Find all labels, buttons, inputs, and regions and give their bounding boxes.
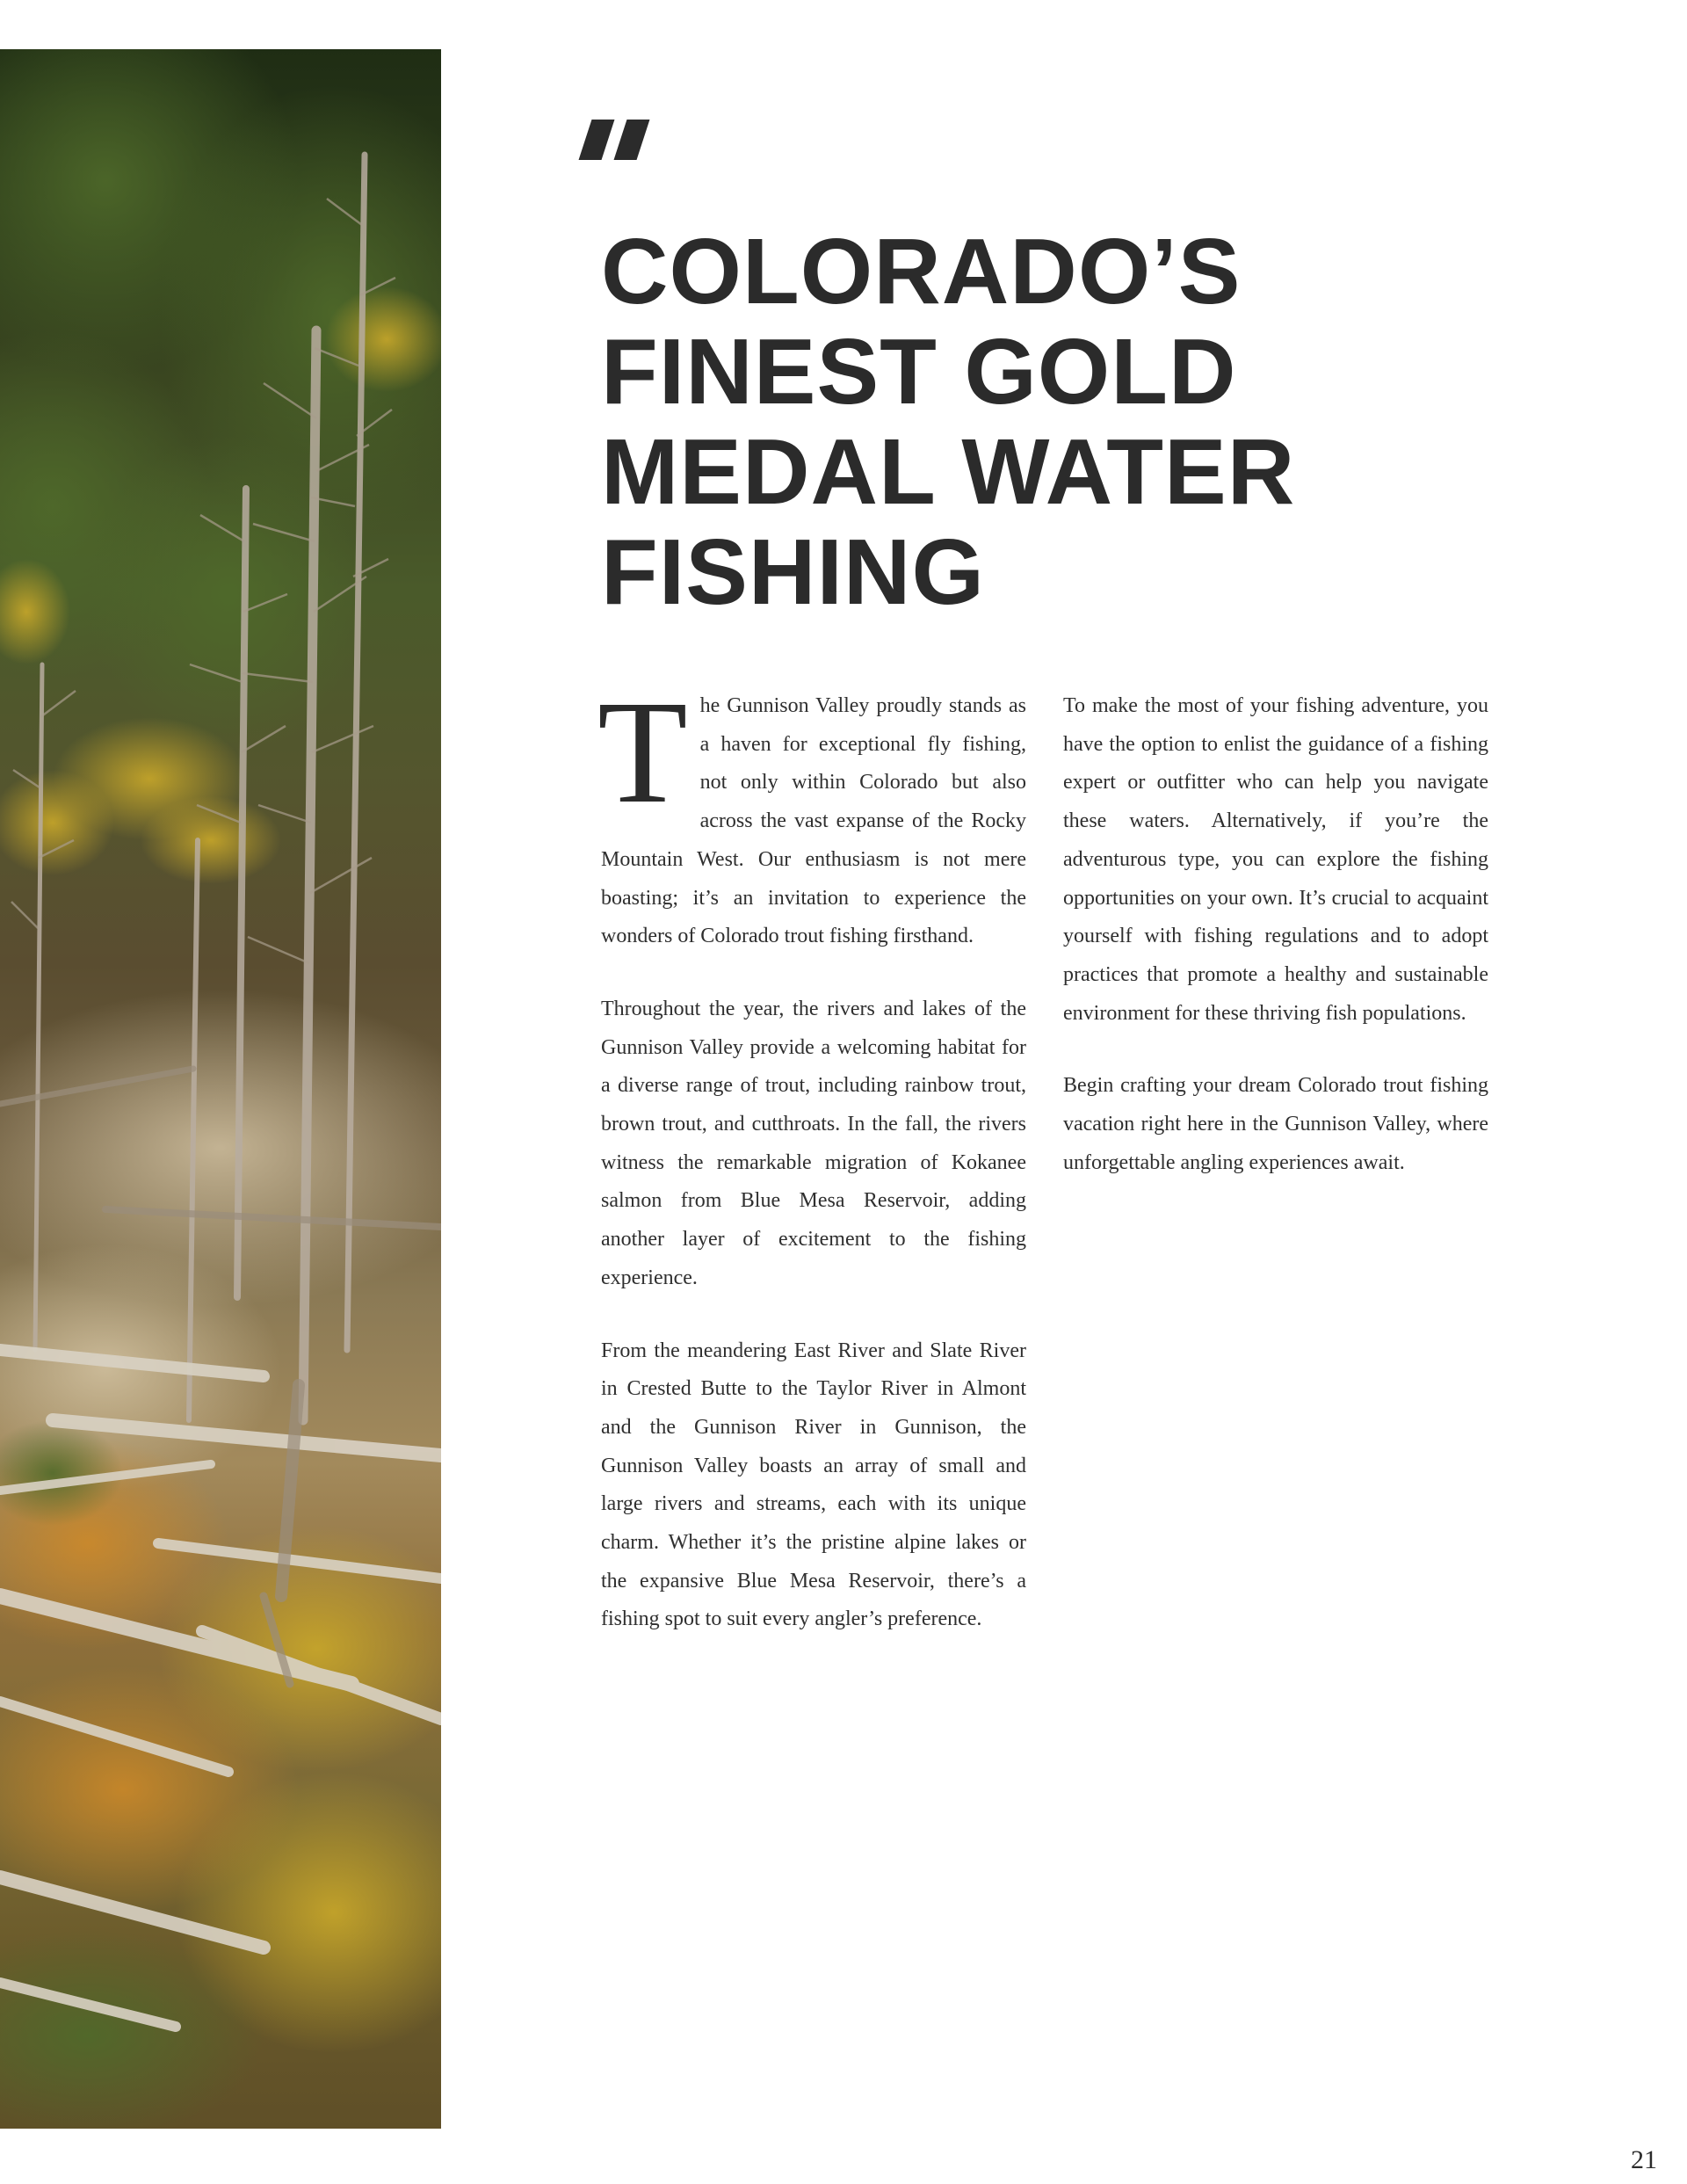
drop-cap: T <box>597 671 688 834</box>
quote-mark-icon <box>576 120 655 163</box>
body-paragraph-1-text: he Gunnison Valley proudly stands as a haven for exceptional fly fishing, not only within Colorado but also across the vast expanse of the Rocky Mountain West. Our enthusiasm is not mere boasting; it’s an invitation to experience the wonders of Colorado trout fishing firsthand. <box>601 694 1026 948</box>
body-paragraph-3: From the meandering East River and Slate River in Crested Butte to the Taylor River in Almont and the Gunnison River in Gunnison, the Gunnison Valley boasts an array of small and large rivers and streams, each with its unique charm. Whether it’s the pristine alpine lakes or the expansive Blue Mesa Reservoir, there’s a fishing spot to suit every angler’s preference. <box>601 1339 1026 1631</box>
forest-photo-illustration <box>0 49 441 2129</box>
page-number: 21 <box>1631 2145 1657 2174</box>
headline-line-2: FINEST GOLD <box>601 320 1237 424</box>
body-paragraph-1 <box>597 671 1026 956</box>
body-paragraph-5: Begin crafting your dream Colorado trout fishing vacation right here in the Gunnison Valley, where unforgettable angling experiences await. <box>1063 1074 1488 1174</box>
body-paragraph-4: To make the most of your fishing adventure, you have the option to enlist the guidance of a fishing expert or outfitter who can help you navigate these waters. Alternatively, if you’re the adventurous type, you can explore the fishing opportunities on your own. It’s crucial to acquaint yourself with fishing regulations and to adopt practices that promote a healthy and sustainable environment for these thriving fish populations. <box>1063 694 1488 1025</box>
headline-line-3: MEDAL WATER <box>601 420 1296 524</box>
body-paragraph-2: Throughout the year, the rivers and lakes of the Gunnison Valley provide a welcoming habitat for a diverse range of trout, including rainbow trout, brown trout, and cutthroats. In the fall, the rivers witness the remarkable migration of Kokanee salmon from Blue Mesa Reservoir, adding another layer of excitement to the fishing experience. <box>601 997 1026 1289</box>
body-column-2 <box>1063 687 1488 1182</box>
headline-line-4: FISHING <box>601 520 985 624</box>
forest-photo <box>0 49 441 2129</box>
body-column-1 <box>597 671 1026 1639</box>
headline <box>601 221 1480 622</box>
headline-line-1: COLORADO’S <box>601 220 1242 323</box>
